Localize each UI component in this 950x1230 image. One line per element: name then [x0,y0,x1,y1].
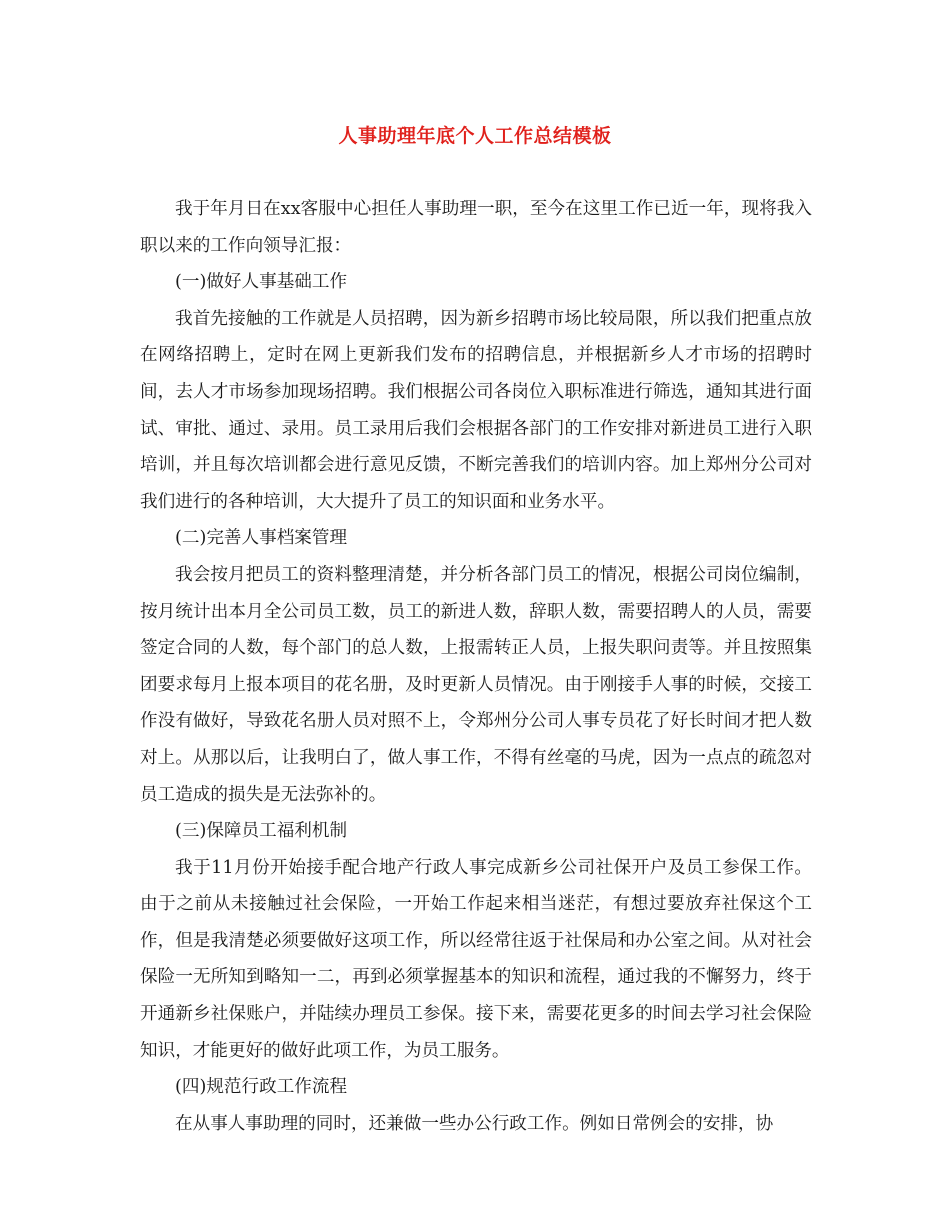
intro-paragraph: 我于年月日在xx客服中心担任人事助理一职，至今在这里工作已近一年，现将我入职以来的工作向领导汇报： [140,199,812,256]
section-paragraph-1: 我首先接触的工作就是人员招聘，因为新乡招聘市场比较局限，所以我们把重点放在网络招聘上，定时在网上更新我们发布的招聘信息，并根据新乡人才市场的招聘时间，去人才市场参加现场招聘。我们根据公司各岗位入职标准进行筛选，通知其进行面试、审批、通过、录用。员工录用后我们会根据各部门的工作安排对新进员工进行入职培训，并且每次培训都会进行意见反馈，不断完善我们的培训内容。加上郑州分公司对我们进行的各种培训，大大提升了员工的知识面和业务水平。 [140,308,812,512]
section-heading-2: (二)完善人事档案管理 [175,528,348,549]
section-paragraph-4: 在从事人事助理的同时，还兼做一些办公行政工作。例如日常例会的安排，协 [175,1113,774,1134]
section-paragraph-2: 我会按月把员工的资料整理清楚，并分析各部门员工的情况，根据公司岗位编制，按月统计出本月全公司员工数，员工的新进人数，辞职人数，需要招聘人的人员，需要签定合同的人数，每个部门的总人数，上报需转正人员，上报失职问责等。并且按照集团要求每月上报本项目的花名册，及时更新人员情况。由于刚接手人事的时候，交接工作没有做好，导致花名册人员对照不上，令郑州分公司人事专员花了好长时间才把人数对上。从那以后，让我明白了，做人事工作，不得有丝毫的马虎，因为一点点的疏忽对员工造成的损失是无法弥补的。 [140,564,812,805]
document-title: 人事助理年底个人工作总结模板 [338,125,612,147]
section-heading-1: (一)做好人事基础工作 [175,272,348,293]
section-heading-3: (三)保障员工福利机制 [175,821,348,842]
document-body [140,191,812,1142]
section-paragraph-3: 我于11月份开始接手配合地产行政人事完成新乡公司社保开户及员工参保工作。由于之前从未接触过社会保险，一开始工作起来相当迷茫，有想过要放弃社保这个工作，但是我清楚必须要做好这项工作，所以经常往返于社保局和办公室之间。从对社会保险一无所知到略知一二，再到必须掌握基本的知识和流程，通过我的不懈努力，终于开通新乡社保账户，并陆续办理员工参保。接下来，需要花更多的时间去学习社会保险知识，才能更好的做好此项工作，为员工服务。 [140,857,812,1061]
section-heading-4: (四)规范行政工作流程 [175,1077,348,1098]
